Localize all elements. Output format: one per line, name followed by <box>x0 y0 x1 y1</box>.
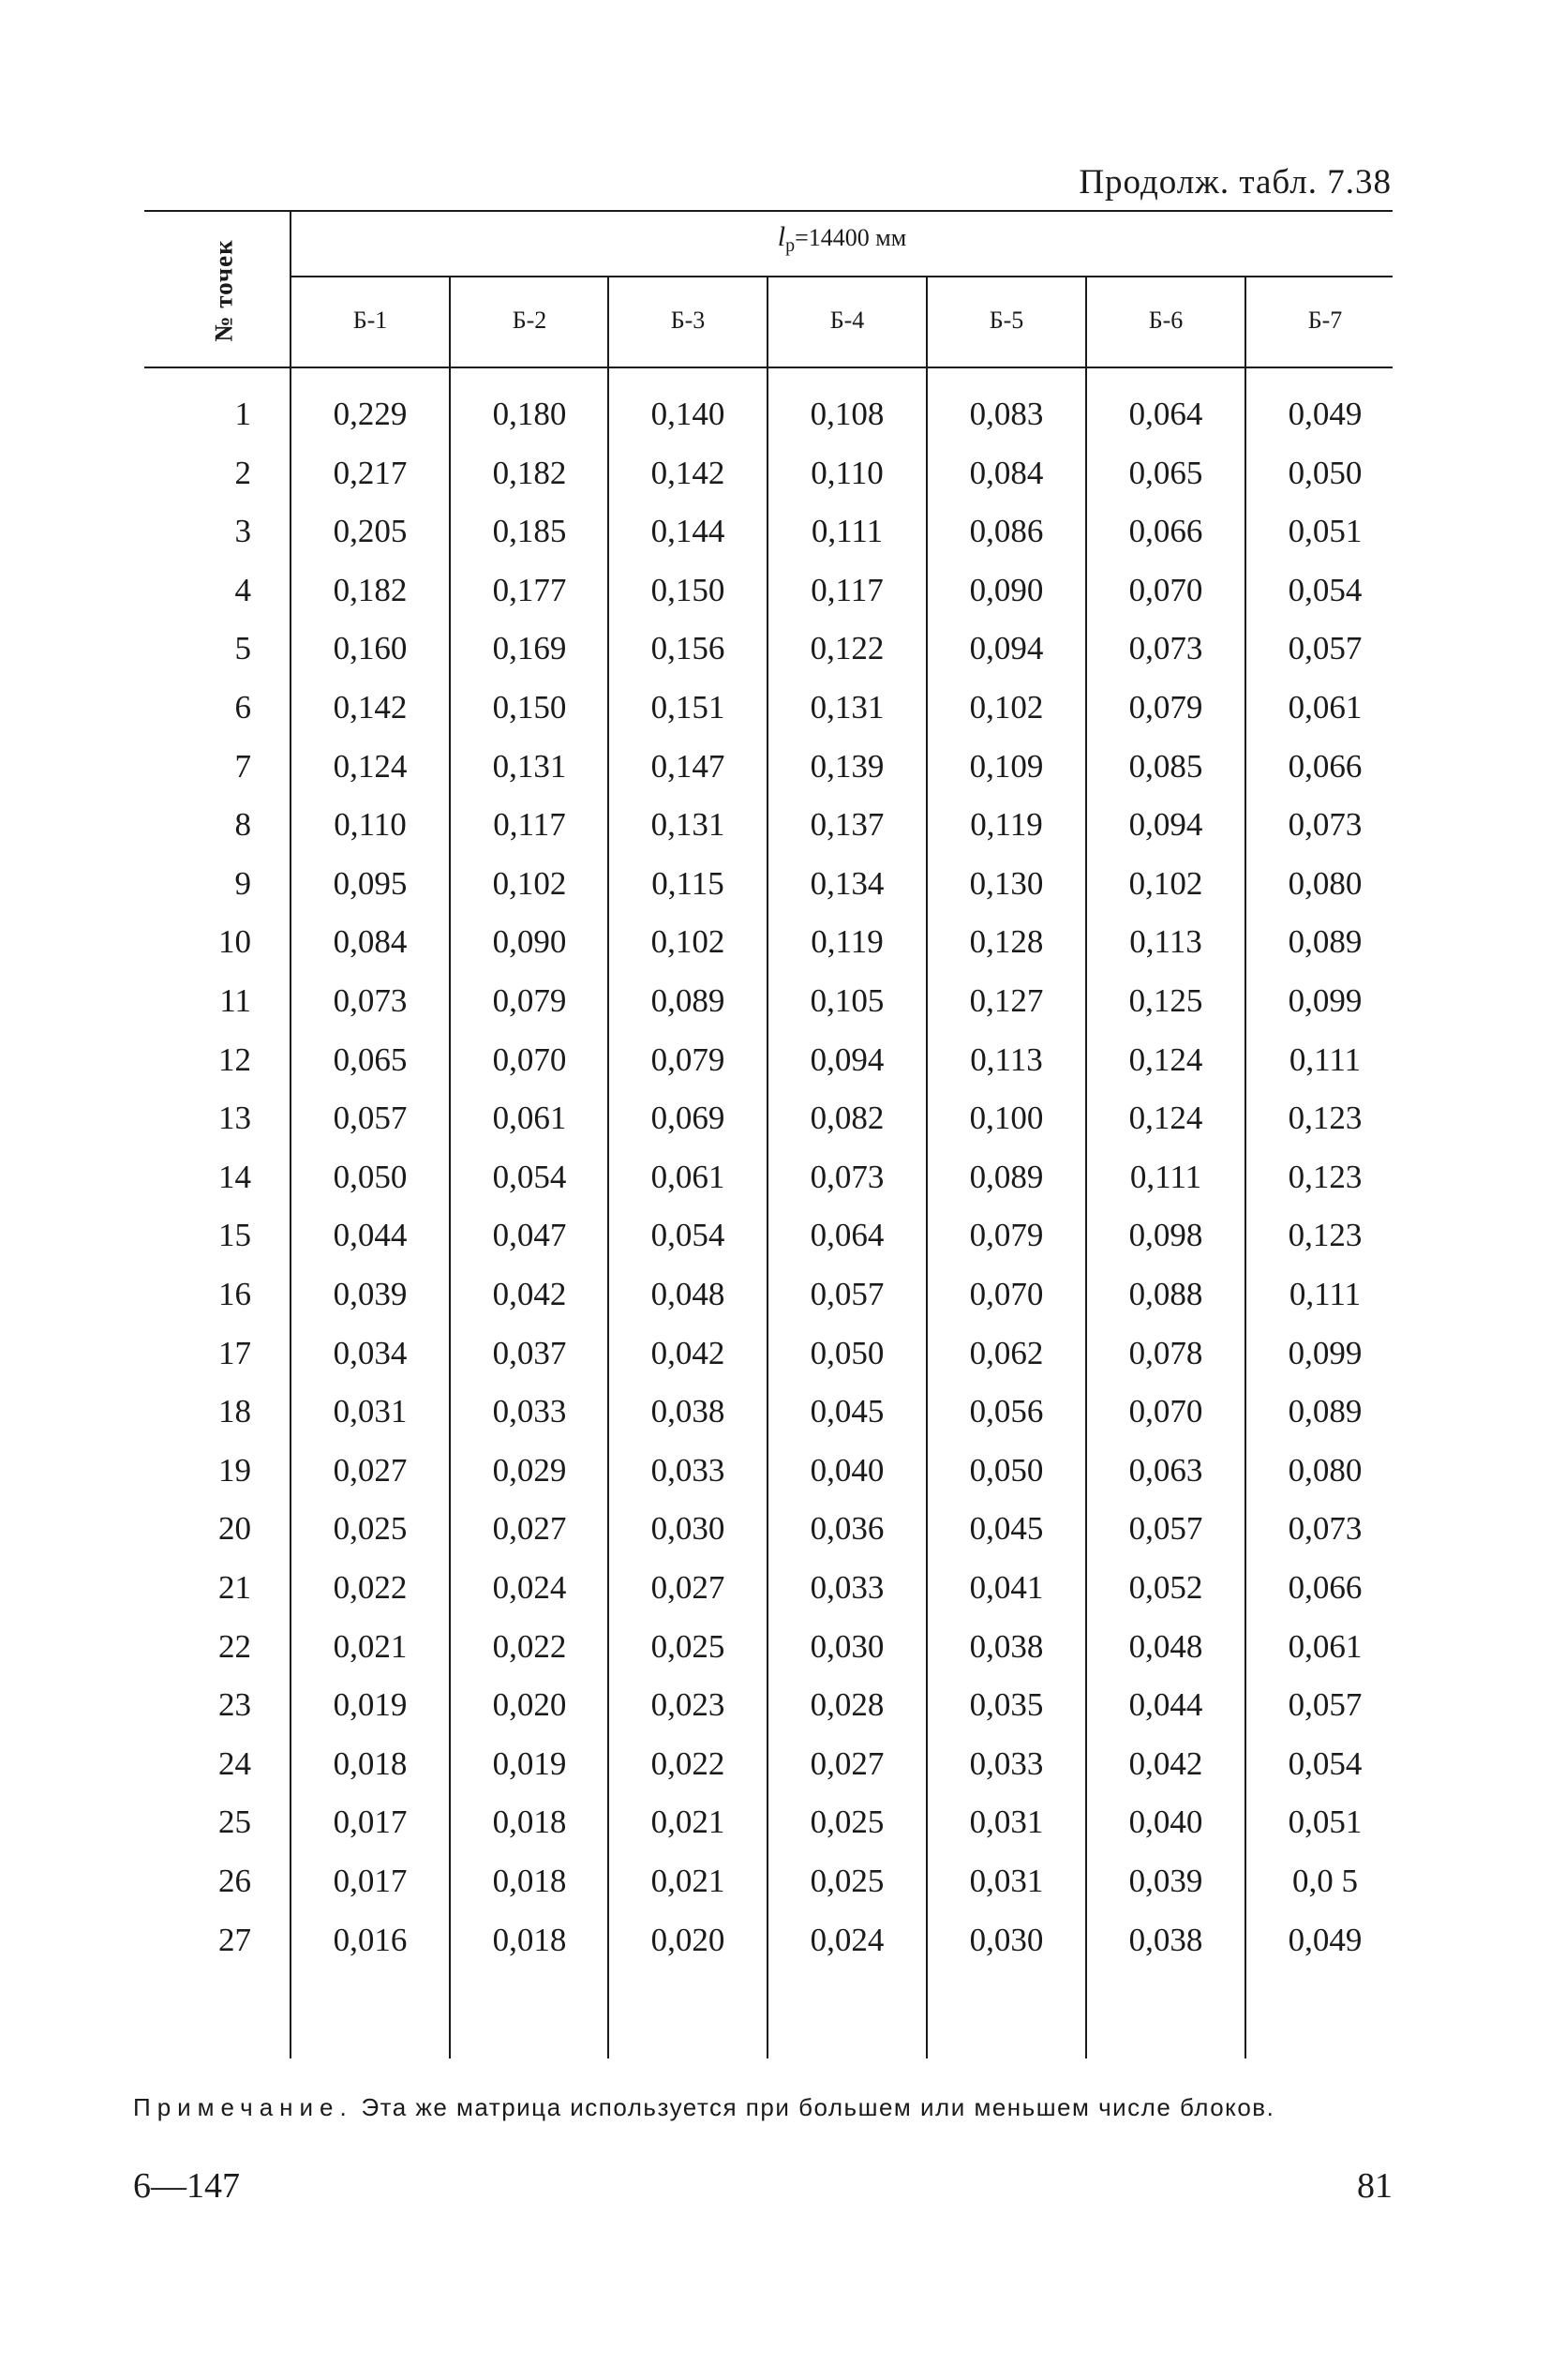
row-number: 3 <box>234 513 251 549</box>
table-cell: 0,144 <box>650 513 725 549</box>
table-cell: 0,150 <box>650 572 725 608</box>
table-cell: 0,054 <box>1288 1745 1363 1782</box>
table-cell: 0,125 <box>1128 982 1203 1019</box>
table-cell: 0,045 <box>810 1393 885 1429</box>
table-cell: 0,070 <box>1128 1393 1203 1429</box>
table-cell: 0,050 <box>333 1159 408 1195</box>
table-cell: 0,111 <box>1289 1041 1362 1078</box>
table-cell: 0,124 <box>333 748 408 785</box>
table-cell: 0,061 <box>492 1100 567 1136</box>
table-cell: 0,102 <box>1128 865 1203 902</box>
column-header: Б-5 <box>989 307 1024 334</box>
table-cell: 0,038 <box>969 1628 1044 1665</box>
table-cell: 0,100 <box>969 1100 1044 1136</box>
table-cell: 0,094 <box>969 630 1044 666</box>
table-cell: 0,134 <box>810 865 885 902</box>
table-cell: 0,082 <box>810 1100 885 1136</box>
table-cell: 0,124 <box>1128 1041 1203 1078</box>
row-number: 16 <box>218 1276 251 1312</box>
table-cell: 0,033 <box>492 1393 567 1429</box>
table-cell: 0,080 <box>1288 865 1363 902</box>
table-cell: 0,085 <box>1128 748 1203 785</box>
table-cell: 0,065 <box>1128 455 1203 491</box>
table-cell: 0,038 <box>1128 1922 1203 1958</box>
table-cell: 0,089 <box>1288 923 1363 960</box>
table-cell: 0,050 <box>1288 455 1363 491</box>
table-cell: 0,054 <box>1288 572 1363 608</box>
table-cell: 0,040 <box>1128 1804 1203 1840</box>
table-cell: 0,038 <box>650 1393 725 1429</box>
table-cell: 0,084 <box>969 455 1044 491</box>
table-cell: 0,035 <box>969 1686 1044 1723</box>
table-cell: 0,088 <box>1128 1276 1203 1312</box>
table-cell: 0,033 <box>810 1569 885 1606</box>
table-cell: 0,086 <box>969 513 1044 549</box>
table-cell: 0,111 <box>1129 1159 1202 1195</box>
table-cell: 0,123 <box>1288 1100 1363 1136</box>
table-cell: 0,061 <box>1288 1628 1363 1665</box>
table-cell: 0,073 <box>333 982 408 1019</box>
table-cell: 0,034 <box>333 1335 408 1371</box>
table-cell: 0,089 <box>1288 1393 1363 1429</box>
table-cell: 0,102 <box>969 689 1044 726</box>
table-cell: 0,039 <box>1128 1863 1203 1899</box>
table-cell: 0,042 <box>650 1335 725 1371</box>
table-cell: 0,025 <box>810 1804 885 1840</box>
table-cell: 0,030 <box>650 1510 725 1547</box>
table-cell: 0,027 <box>650 1569 725 1606</box>
table-cell: 0,018 <box>492 1863 567 1899</box>
table-cell: 0,205 <box>333 513 408 549</box>
row-number: 2 <box>234 455 251 491</box>
table-cell: 0,019 <box>333 1686 408 1723</box>
table-cell: 0,030 <box>969 1922 1044 1958</box>
row-number: 15 <box>218 1217 251 1253</box>
group-label-value: =14400 мм <box>795 224 907 251</box>
table-cell: 0,083 <box>969 396 1044 432</box>
table-cell: 0,020 <box>492 1686 567 1723</box>
table-cell: 0,047 <box>492 1217 567 1253</box>
table-cell: 0,089 <box>650 982 725 1019</box>
table-cell: 0,040 <box>810 1452 885 1489</box>
row-number: 19 <box>218 1452 251 1489</box>
table-cell: 0,039 <box>333 1276 408 1312</box>
table-cell: 0,064 <box>810 1217 885 1253</box>
table-cell: 0,041 <box>969 1569 1044 1606</box>
table-caption: Продолж. табл. 7.38 <box>1079 163 1392 202</box>
table-cell: 0,050 <box>810 1335 885 1371</box>
table-cell: 0,051 <box>1288 1804 1363 1840</box>
table-cell: 0,123 <box>1288 1217 1363 1253</box>
header-bottom-rule <box>144 367 1393 368</box>
table-cell: 0,069 <box>650 1100 725 1136</box>
table-cell: 0,021 <box>333 1628 408 1665</box>
note-text: Эта же матрица используется при большем или меньшем числе блоков. <box>361 2093 1275 2121</box>
table-cell: 0,048 <box>1128 1628 1203 1665</box>
table-cell: 0,070 <box>1128 572 1203 608</box>
row-number: 23 <box>218 1686 251 1723</box>
table-cell: 0,079 <box>492 982 567 1019</box>
table-cell: 0,111 <box>811 513 884 549</box>
table-cell: 0,025 <box>333 1510 408 1547</box>
table-cell: 0,079 <box>650 1041 725 1078</box>
table-top-rule <box>144 210 1393 212</box>
table-cell: 0,108 <box>810 396 885 432</box>
table-cell: 0,110 <box>334 806 407 843</box>
table-cell: 0,099 <box>1288 982 1363 1019</box>
table-cell: 0,131 <box>492 748 567 785</box>
table-cell: 0,042 <box>1128 1745 1203 1782</box>
column-header: Б-3 <box>670 307 706 334</box>
table-cell: 0,095 <box>333 865 408 902</box>
table-cell: 0,117 <box>493 806 566 843</box>
table-cell: 0,151 <box>650 689 725 726</box>
table-cell: 0,042 <box>492 1276 567 1312</box>
table-cell: 0,070 <box>969 1276 1044 1312</box>
table-cell: 0,113 <box>970 1041 1043 1078</box>
table-cell: 0,089 <box>969 1159 1044 1195</box>
table-cell: 0,217 <box>333 455 408 491</box>
table-cell: 0,177 <box>492 572 567 608</box>
table-cell: 0,079 <box>969 1217 1044 1253</box>
table-cell: 0,061 <box>650 1159 725 1195</box>
table-cell: 0,061 <box>1288 689 1363 726</box>
table-cell: 0,066 <box>1128 513 1203 549</box>
table-cell: 0,131 <box>810 689 885 726</box>
table-cell: 0,054 <box>492 1159 567 1195</box>
table-cell: 0,057 <box>333 1100 408 1136</box>
table-cell: 0,062 <box>969 1335 1044 1371</box>
table-cell: 0,073 <box>1288 806 1363 843</box>
row-number: 24 <box>218 1745 251 1782</box>
row-number: 12 <box>218 1041 251 1078</box>
table-cell: 0,066 <box>1288 1569 1363 1606</box>
column-header: Б-1 <box>352 307 388 334</box>
table-cell: 0,022 <box>650 1745 725 1782</box>
table-cell: 0,033 <box>969 1745 1044 1782</box>
table-cell: 0,115 <box>651 865 724 902</box>
table-cell: 0,123 <box>1288 1159 1363 1195</box>
table-cell: 0,140 <box>650 396 725 432</box>
table-cell: 0,019 <box>492 1745 567 1782</box>
table-cell: 0,0 5 <box>1292 1863 1358 1899</box>
table-cell: 0,030 <box>810 1628 885 1665</box>
table-cell: 0,150 <box>492 689 567 726</box>
table-cell: 0,182 <box>333 572 408 608</box>
row-number: 13 <box>218 1100 251 1136</box>
table-cell: 0,090 <box>969 572 1044 608</box>
table-cell: 0,078 <box>1128 1335 1203 1371</box>
row-number: 26 <box>218 1863 251 1899</box>
table-cell: 0,021 <box>650 1804 725 1840</box>
row-number: 7 <box>234 748 251 785</box>
row-number: 5 <box>234 630 251 666</box>
group-label-symbol: l <box>777 221 786 252</box>
table-cell: 0,045 <box>969 1510 1044 1547</box>
row-number: 22 <box>218 1628 251 1665</box>
table-cell: 0,018 <box>492 1804 567 1840</box>
table-cell: 0,022 <box>333 1569 408 1606</box>
row-number: 27 <box>218 1922 251 1958</box>
table-cell: 0,048 <box>650 1276 725 1312</box>
column-header: Б-6 <box>1148 307 1184 334</box>
table-cell: 0,031 <box>333 1393 408 1429</box>
table-cell: 0,073 <box>1288 1510 1363 1547</box>
table-cell: 0,142 <box>650 455 725 491</box>
table-cell: 0,029 <box>492 1452 567 1489</box>
column-header: Б-2 <box>512 307 547 334</box>
table-cell: 0,018 <box>333 1745 408 1782</box>
row-number: 11 <box>219 982 251 1019</box>
table-cell: 0,090 <box>492 923 567 960</box>
table-cell: 0,063 <box>1128 1452 1203 1489</box>
signature-mark: 6—147 <box>133 2166 240 2206</box>
column-header: Б-7 <box>1307 307 1343 334</box>
table-cell: 0,027 <box>333 1452 408 1489</box>
page-number: 81 <box>1357 2166 1393 2206</box>
table-cell: 0,027 <box>810 1745 885 1782</box>
table-cell: 0,098 <box>1128 1217 1203 1253</box>
table-cell: 0,020 <box>650 1922 725 1958</box>
table-cell: 0,066 <box>1288 748 1363 785</box>
table-cell: 0,024 <box>810 1922 885 1958</box>
table-cell: 0,051 <box>1288 513 1363 549</box>
column-header: Б-4 <box>829 307 865 334</box>
table-cell: 0,057 <box>810 1276 885 1312</box>
row-number: 4 <box>234 572 251 608</box>
table-cell: 0,156 <box>650 630 725 666</box>
table-cell: 0,137 <box>810 806 885 843</box>
table-note <box>133 2093 1398 2122</box>
table-cell: 0,044 <box>333 1217 408 1253</box>
table-cell: 0,124 <box>1128 1100 1203 1136</box>
row-number: 18 <box>218 1393 251 1429</box>
table-cell: 0,117 <box>811 572 884 608</box>
table-cell: 0,131 <box>650 806 725 843</box>
table-cell: 0,031 <box>969 1863 1044 1899</box>
header-divider-rule <box>291 276 1393 277</box>
table-cell: 0,105 <box>810 982 885 1019</box>
table-cell: 0,073 <box>1128 630 1203 666</box>
table-cell: 0,122 <box>810 630 885 666</box>
table-cell: 0,054 <box>650 1217 725 1253</box>
table-cell: 0,044 <box>1128 1686 1203 1723</box>
table-cell: 0,119 <box>811 923 884 960</box>
row-header-label: № точек <box>209 239 238 342</box>
table-cell: 0,027 <box>492 1510 567 1547</box>
table-cell: 0,052 <box>1128 1569 1203 1606</box>
table-cell: 0,028 <box>810 1686 885 1723</box>
table-cell: 0,111 <box>1289 1276 1362 1312</box>
table-cell: 0,160 <box>333 630 408 666</box>
table-cell: 0,102 <box>650 923 725 960</box>
table-cell: 0,017 <box>333 1863 408 1899</box>
table-cell: 0,021 <box>650 1863 725 1899</box>
row-number: 20 <box>218 1510 251 1547</box>
table-cell: 0,057 <box>1288 630 1363 666</box>
table-cell: 0,094 <box>810 1041 885 1078</box>
table-cell: 0,099 <box>1288 1335 1363 1371</box>
table-cell: 0,127 <box>969 982 1044 1019</box>
table-cell: 0,084 <box>333 923 408 960</box>
table-cell: 0,080 <box>1288 1452 1363 1489</box>
row-number: 8 <box>234 806 251 843</box>
table-cell: 0,065 <box>333 1041 408 1078</box>
table-cell: 0,094 <box>1128 806 1203 843</box>
row-number: 25 <box>218 1804 251 1840</box>
table-cell: 0,169 <box>492 630 567 666</box>
table-cell: 0,110 <box>811 455 884 491</box>
table-cell: 0,017 <box>333 1804 408 1840</box>
table-cell: 0,229 <box>333 396 408 432</box>
table-cell: 0,056 <box>969 1393 1044 1429</box>
table-cell: 0,073 <box>810 1159 885 1195</box>
table-cell: 0,142 <box>333 689 408 726</box>
table-cell: 0,109 <box>969 748 1044 785</box>
table-cell: 0,057 <box>1128 1510 1203 1547</box>
table-cell: 0,031 <box>969 1804 1044 1840</box>
table-cell: 0,022 <box>492 1628 567 1665</box>
table-cell: 0,025 <box>650 1628 725 1665</box>
table-cell: 0,018 <box>492 1922 567 1958</box>
row-number: 9 <box>234 865 251 902</box>
table-cell: 0,102 <box>492 865 567 902</box>
note-lead: Примечание. <box>133 2093 353 2121</box>
table-cell: 0,079 <box>1128 689 1203 726</box>
table-cell: 0,130 <box>969 865 1044 902</box>
table-cell: 0,182 <box>492 455 567 491</box>
table-cell: 0,036 <box>810 1510 885 1547</box>
table-cell: 0,119 <box>970 806 1043 843</box>
group-label-subscript: р <box>785 235 796 257</box>
column-group-label <box>291 221 1393 257</box>
row-number: 6 <box>234 689 251 726</box>
table-cell: 0,033 <box>650 1452 725 1489</box>
table-cell: 0,023 <box>650 1686 725 1723</box>
table-cell: 0,185 <box>492 513 567 549</box>
row-number: 1 <box>234 396 251 432</box>
table-cell: 0,113 <box>1129 923 1202 960</box>
row-header-cell <box>190 220 258 361</box>
table-cell: 0,128 <box>969 923 1044 960</box>
table-cell: 0,147 <box>650 748 725 785</box>
table-cell: 0,139 <box>810 748 885 785</box>
table-cell: 0,016 <box>333 1922 408 1958</box>
row-number: 10 <box>218 923 251 960</box>
table-cell: 0,049 <box>1288 1922 1363 1958</box>
row-number: 17 <box>218 1335 251 1371</box>
row-number: 14 <box>218 1159 251 1195</box>
table-cell: 0,057 <box>1288 1686 1363 1723</box>
table-cell: 0,050 <box>969 1452 1044 1489</box>
table-cell: 0,024 <box>492 1569 567 1606</box>
table-cell: 0,180 <box>492 396 567 432</box>
row-number: 21 <box>218 1569 251 1606</box>
table-cell: 0,064 <box>1128 396 1203 432</box>
table-cell: 0,049 <box>1288 396 1363 432</box>
table-cell: 0,070 <box>492 1041 567 1078</box>
table-cell: 0,037 <box>492 1335 567 1371</box>
table-cell: 0,025 <box>810 1863 885 1899</box>
